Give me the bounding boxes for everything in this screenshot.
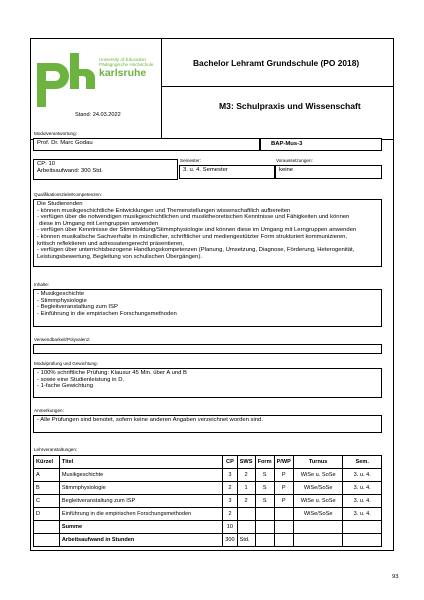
col-header-cp: CP	[223, 456, 237, 469]
cell-form: S	[255, 482, 274, 495]
col-header-sws: SWS	[237, 456, 255, 469]
module-sheet	[30, 38, 394, 551]
qualification-line: - können musikgeschichtliche Entwicklungen und Themenstellungen wissenschaftlich aufbereiten	[37, 207, 291, 214]
cell-sws	[237, 508, 255, 521]
col-header-form: Form	[255, 456, 274, 469]
logo-line-2: Pädagogische Hochschule	[99, 62, 154, 68]
stand-date: Stand: 24.03.2022	[75, 112, 121, 118]
responsible-label: Modulverantwortung:	[34, 131, 77, 136]
cell-turnus: WiSe/SoSe	[293, 482, 343, 495]
workload-label: Arbeitsaufwand in Stunden	[59, 534, 222, 547]
content-item: - Begleitveranstaltung zum ISP	[37, 304, 118, 311]
prereq-value: keine	[279, 167, 294, 173]
cell-form: S	[255, 469, 274, 482]
cell-pwp	[274, 508, 293, 521]
cell-cp: 2	[223, 508, 237, 521]
page-number: 93	[392, 574, 399, 580]
sum-cp: 10	[223, 521, 237, 534]
cp-value: CP: 10	[37, 161, 56, 167]
cell-sem: 3. u. 4.	[343, 508, 382, 521]
cell-pwp: P	[274, 495, 293, 508]
semester-field	[179, 165, 275, 179]
logo-line-1: University of Education	[99, 57, 146, 62]
table-row	[34, 482, 382, 495]
col-header-kuerzel: Kürzel	[34, 456, 60, 469]
qualification-intro: Die Studierenden	[37, 201, 83, 207]
responsible-value: Prof. Dr. Marc Godau	[37, 140, 93, 146]
cell-titel: Begleitveranstaltung zum ISP	[59, 495, 222, 508]
exam-label: Modulprüfung und Gewichtung:	[34, 361, 98, 366]
qualification-line: Leistungsbewertung, Begleitung von schulischen Übergängen).	[37, 253, 203, 260]
cell-kuerzel: D	[34, 508, 60, 521]
cell-form	[255, 508, 274, 521]
col-header-pwp: P/WP	[274, 456, 293, 469]
qualification-line: - können musikalische Sachverhalte in mündlicher, schriftlicher und mediengestützter Form strukturiert kommunizieren,	[37, 233, 348, 240]
workload-value: Arbeitsaufwand: 300 Std.	[37, 167, 103, 174]
semester-label: Semester:	[180, 158, 201, 163]
title-divider	[161, 86, 393, 87]
qualification-field	[33, 199, 382, 267]
module-code: BAP-Mus-3	[271, 141, 303, 147]
exam-field	[33, 368, 382, 398]
courses-label: Lehrveranstaltungen:	[34, 447, 78, 452]
responsible-field	[33, 138, 260, 151]
cell-sws: 1	[237, 482, 255, 495]
courses-table	[33, 455, 382, 547]
table-row	[34, 508, 382, 521]
remarks-label: Anmerkungen:	[34, 408, 64, 413]
cell-titel: Einführung in die empirischen Forschungsmethoden	[59, 508, 222, 521]
remarks-field	[33, 415, 382, 433]
content-field	[33, 289, 382, 327]
qualification-label: Qualifikationsziele/Kompetenzen:	[34, 192, 102, 197]
exam-item: - 100% schriftliche Prüfung: Klausur 45 Min. über A und B	[37, 370, 187, 376]
qualification-line: - verfügen über Kenntnisse der Stimmbildung/Stimmphysiologie und können diese im Umgang mit Lerngruppen anwenden	[37, 227, 357, 234]
cell-sem: 3. u. 4.	[343, 495, 382, 508]
exam-item: - sowie eine Studienleistung in D.	[37, 376, 125, 383]
sum-row	[34, 521, 382, 534]
qualification-line: kritisch reflektieren und adressatengerecht präsentieren,	[37, 240, 185, 247]
cell-turnus: WiSe u. SoSe	[293, 469, 343, 482]
module-title: M3: Schulpraxis und Wissenschaft	[219, 101, 361, 111]
cell-turnus: WiSe/SoSe	[293, 508, 343, 521]
cell-kuerzel: A	[34, 469, 60, 482]
cell-cp: 3	[223, 495, 237, 508]
usability-label: Verwendbarkeit/Polyvalenz:	[34, 337, 91, 342]
workload-hours: 300	[223, 534, 237, 547]
prereq-label: Voraussetzungen:	[276, 158, 313, 163]
cell-kuerzel: C	[34, 495, 60, 508]
cell-titel: Stimmphysiologie	[59, 482, 222, 495]
remarks-text: - Alle Prüfungen sind benotet, sofern keine anderen Angaben verzeichnet worden sind.	[37, 417, 263, 423]
content-item: - Stimmphysiologie	[37, 297, 87, 304]
cell-sws: 2	[237, 469, 255, 482]
cell-turnus: WiSe u. SoSe	[293, 495, 343, 508]
usability-field	[33, 344, 382, 354]
col-header-turnus: Turnus	[293, 456, 343, 469]
cp-field	[33, 159, 178, 180]
content-item: - Einführung in die empirischen Forschungsmethoden	[37, 310, 177, 317]
qualification-line: - verfügen über unterrichtsbezogene Handlungskompetenzen (Planung, Umsetzung, Diagnose, Förderung, Heterogenität,	[37, 247, 355, 254]
exam-item: - 1-fache Gewichtung	[37, 383, 93, 390]
table-row	[34, 469, 382, 482]
cell-cp: 3	[223, 469, 237, 482]
program-title: Bachelor Lehramt Grundschule (PO 2018)	[193, 58, 360, 68]
prereq-field	[275, 165, 382, 179]
logo-brand: karlsruhe	[99, 67, 147, 80]
semester-value: 3. u. 4. Semester	[183, 167, 228, 173]
cell-pwp: P	[274, 469, 293, 482]
cell-sem: 3. u. 4.	[343, 469, 382, 482]
cell-form: S	[255, 495, 274, 508]
qualification-line: - verfügen über die notwendigen musikgeschichtlichen und musiktheoretischen Kenntnisse und Fähigkeiten und können	[37, 214, 350, 221]
qualification-line: diese im Umgang mit Lerngruppen anwenden	[39, 220, 159, 227]
cell-sws: 2	[237, 495, 255, 508]
content-item: - Musikgeschichte	[37, 291, 85, 297]
workload-unit: Std.	[237, 534, 255, 547]
col-header-sem: Sem.	[343, 456, 382, 469]
courses-header-row	[34, 456, 382, 469]
logo-text	[99, 57, 153, 79]
module-code-field	[260, 138, 382, 151]
content-label: Inhalte:	[34, 282, 50, 287]
cell-pwp: P	[274, 482, 293, 495]
table-row	[34, 495, 382, 508]
cell-cp: 2	[223, 482, 237, 495]
cell-titel: Musikgeschichte	[59, 469, 222, 482]
cell-kuerzel: B	[34, 482, 60, 495]
sum-label: Summe	[59, 521, 222, 534]
cell-sem: 3. u. 4.	[343, 482, 382, 495]
header-divider	[161, 39, 162, 139]
col-header-titel: Titel	[59, 456, 222, 469]
workload-row	[34, 534, 382, 547]
